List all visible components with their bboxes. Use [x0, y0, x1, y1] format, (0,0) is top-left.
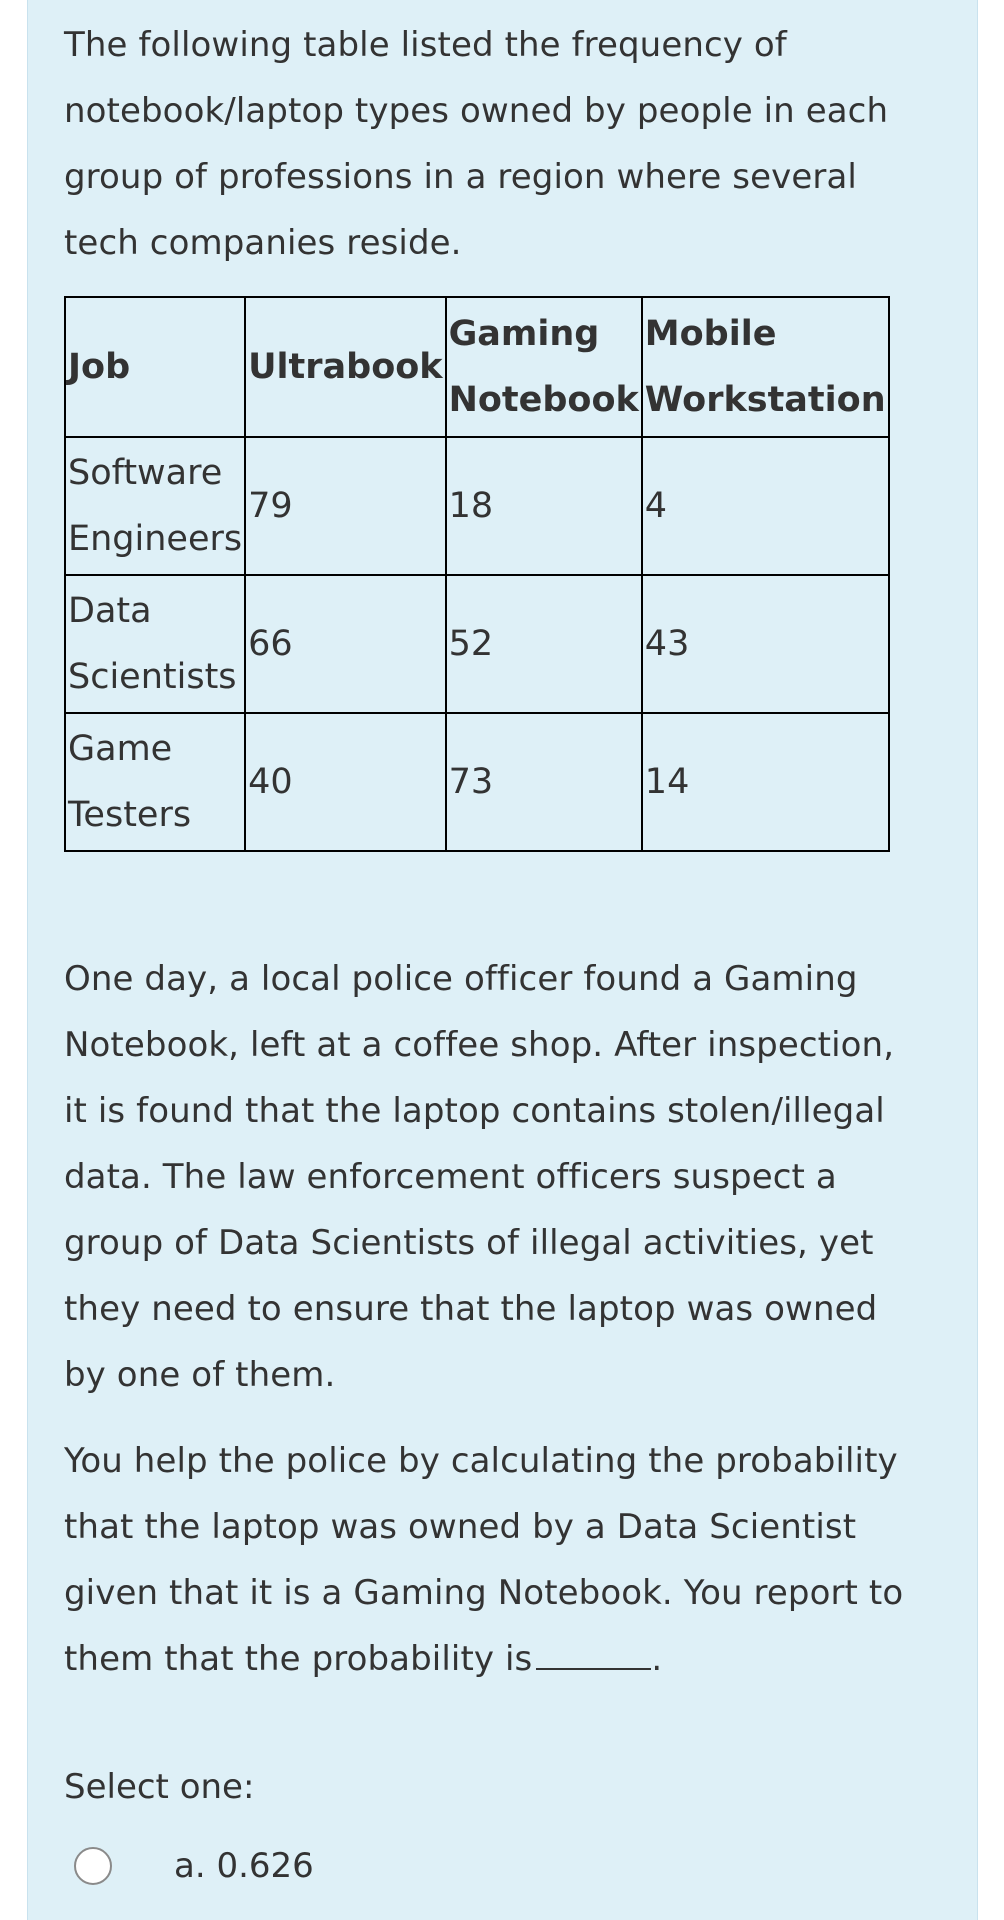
answer-option-label[interactable]: a. 0.626: [174, 1846, 314, 1886]
table-row: [65, 575, 889, 713]
question-task: [64, 1428, 914, 1692]
question-task-end: .: [651, 1639, 663, 1679]
cell-gaming-notebook: 52: [446, 575, 642, 713]
header-ultrabook: Ultrabook: [245, 297, 445, 437]
cell-ultrabook: 66: [245, 575, 445, 713]
cell-mobile-workstation: 14: [642, 713, 889, 851]
header-job: Job: [65, 297, 245, 437]
header-gaming-notebook: Gaming Notebook: [446, 297, 642, 437]
cell-gaming-notebook: 73: [446, 713, 642, 851]
question-intro: The following table listed the frequency of notebook/laptop types owned by people in each group of professions in a region where several tech companies reside.: [64, 25, 889, 263]
select-one-label: Select one:: [64, 1767, 255, 1807]
answer-blank: [536, 1638, 651, 1670]
cell-job: Software Engineers: [65, 437, 245, 575]
frequency-table: [64, 296, 890, 852]
header-mobile-workstation: Mobile Workstation: [642, 297, 889, 437]
cell-ultrabook: 40: [245, 713, 445, 851]
table-row: [65, 437, 889, 575]
cell-mobile-workstation: 4: [642, 437, 889, 575]
radio-button[interactable]: [74, 1847, 112, 1885]
table-header-row: [65, 297, 889, 437]
answer-option-a[interactable]: [74, 1833, 314, 1899]
question-task-text: You help the police by calculating the probability that the laptop was owned by a Data Scientist given that it is a Gaming Notebook. You report to them that the probability is: [64, 1441, 904, 1679]
cell-gaming-notebook: 18: [446, 437, 642, 575]
cell-job: Game Testers: [65, 713, 245, 851]
cell-job: Data Scientists: [65, 575, 245, 713]
cell-mobile-workstation: 43: [642, 575, 889, 713]
question-story: One day, a local police officer found a Gaming Notebook, left at a coffee shop. After inspection, it is found that the laptop contains stolen/illegal data. The law enforcement officers suspect a group of Data Scientists of illegal activities, yet they need to ensure that the laptop was owned by one of them.: [64, 959, 895, 1395]
table-row: [65, 713, 889, 851]
cell-ultrabook: 79: [245, 437, 445, 575]
